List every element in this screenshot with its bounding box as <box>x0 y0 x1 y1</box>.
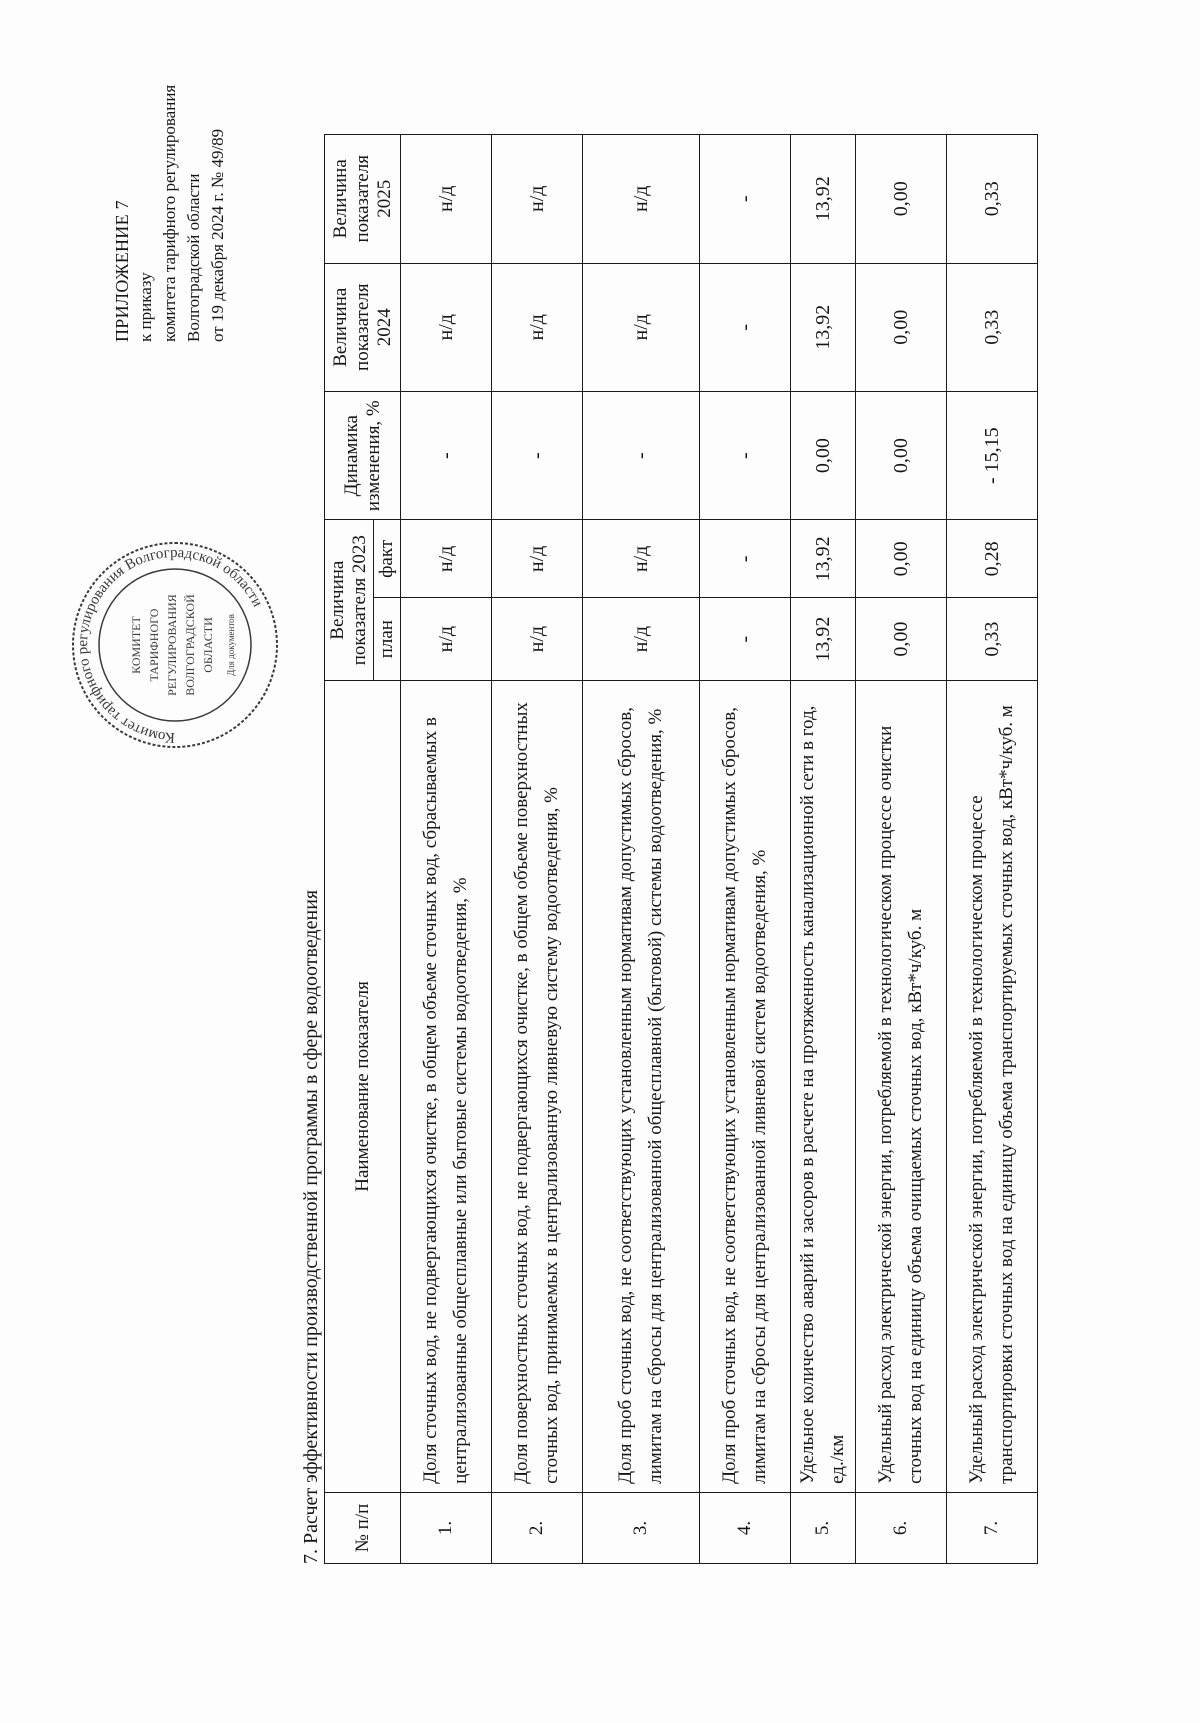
row-name: Доля сточных вод, не подвергающихся очистке, в общем объеме сточных вод, сбрасываемых в централизованные общесплавные или бытовые системы водоотведения, % <box>401 680 492 1492</box>
rotated-sheet <box>0 50 1200 1640</box>
row-num: 1. <box>401 1492 492 1563</box>
row-dynamics: - <box>492 391 583 519</box>
row-num: 3. <box>583 1492 700 1563</box>
row-plan: н/д <box>583 598 700 681</box>
row-dynamics: - <box>583 391 700 519</box>
row-dynamics: 0,00 <box>791 391 856 519</box>
seal-center-line-1: КОМИТЕТ <box>129 616 143 674</box>
efficiency-table <box>324 134 1038 1564</box>
row-2025: 13,92 <box>791 135 856 264</box>
seal-graphic <box>68 538 282 752</box>
row-fact: н/д <box>492 520 583 598</box>
table-row <box>700 135 791 1564</box>
row-name: Удельное количество аварий и засоров в расчете на протяженность канализационной сети в год, ед./км <box>791 680 856 1492</box>
row-2024: н/д <box>401 263 492 391</box>
appendix-committee: комитета тарифного регулирования <box>160 84 179 342</box>
table-row <box>791 135 856 1564</box>
row-fact: - <box>700 520 791 598</box>
appendix-date-number: от 19 декабря 2024 г. № 49/89 <box>208 128 227 342</box>
seal-center-line-2: ТАРИФНОГО <box>147 608 161 682</box>
row-fact: н/д <box>401 520 492 598</box>
row-plan: н/д <box>492 598 583 681</box>
row-2025: н/д <box>492 135 583 264</box>
row-num: 4. <box>700 1492 791 1563</box>
header-2023: Величина показателя 2023 <box>325 520 374 681</box>
row-2025: н/д <box>401 135 492 264</box>
row-num: 5. <box>791 1492 856 1563</box>
table-caption: 7. Расчет эффективности производственной программы в сфере водоотведения <box>300 889 322 1564</box>
row-num: 2. <box>492 1492 583 1563</box>
appendix-title: ПРИЛОЖЕНИЕ 7 <box>112 200 132 342</box>
row-fact: н/д <box>583 520 700 598</box>
header-num: № п/п <box>325 1492 401 1563</box>
efficiency-table-container <box>324 134 1038 1564</box>
row-plan: н/д <box>401 598 492 681</box>
row-name: Удельный расход электрической энергии, потребляемой в технологическом процессе очистки сточных вод на единицу объема очищаемых сточных вод, кВт*ч/куб. м <box>856 680 947 1492</box>
table-row <box>583 135 700 1564</box>
row-2025: 0,33 <box>947 135 1038 264</box>
row-plan: 0,00 <box>856 598 947 681</box>
table-row <box>856 135 947 1564</box>
row-2024: - <box>700 263 791 391</box>
row-2025: - <box>700 135 791 264</box>
row-2025: н/д <box>583 135 700 264</box>
header-2024: Величина показателя 2024 <box>325 263 401 391</box>
seal-ring-text: Комитет тарифного регулирования Волгоградской области <box>74 544 266 746</box>
appendix-header <box>110 40 230 460</box>
header-name: Наименование показателя <box>325 680 401 1492</box>
row-name: Доля проб сточных вод, не соответствующих установленным нормативам допустимых сбросов, лимитам на сбросы для централизованной ливневой систем водоотведения, % <box>700 680 791 1492</box>
seal-center-line-4: ВОЛГОГРАДСКОЙ <box>183 594 197 696</box>
row-plan: 13,92 <box>791 598 856 681</box>
table-row <box>492 135 583 1564</box>
row-plan: - <box>700 598 791 681</box>
row-name: Удельный расход электрической энергии, потребляемой в технологическом процессе транспортировки сточных вод на единицу объема транспортируемых сточных вод, кВт*ч/куб. м <box>947 680 1038 1492</box>
row-fact: 0,00 <box>856 520 947 598</box>
header-dynamics: Динамика изменения, % <box>325 391 401 519</box>
row-dynamics: 0,00 <box>856 391 947 519</box>
row-2024: 0,33 <box>947 263 1038 391</box>
table-row <box>947 135 1038 1564</box>
row-plan: 0,33 <box>947 598 1038 681</box>
row-2024: н/д <box>583 263 700 391</box>
seal-bottom-text: Для документов <box>226 614 236 676</box>
row-name: Доля проб сточных вод, не соответствующих установленным нормативам допустимых сбросов, лимитам на сбросы для централизованной общесплавной (бытовой) системы водоотведения, % <box>583 680 700 1492</box>
row-dynamics: - 15,15 <box>947 391 1038 519</box>
seal-center-line-5: ОБЛАСТИ <box>201 617 215 673</box>
row-num: 6. <box>856 1492 947 1563</box>
official-seal <box>68 538 282 752</box>
seal-center-line-3: РЕГУЛИРОВАНИЯ <box>165 594 179 696</box>
row-name: Доля поверхностных сточных вод, не подвергающихся очистке, в общем объеме поверхностных сточных вод, принимаемых в централизованную ливневую систему водоотведения, % <box>492 680 583 1492</box>
row-dynamics: - <box>401 391 492 519</box>
header-2025: Величина показателя 2025 <box>325 135 401 264</box>
row-fact: 0,28 <box>947 520 1038 598</box>
appendix-region: Волгоградской области <box>184 173 203 342</box>
row-2024: 0,00 <box>856 263 947 391</box>
row-2024: 13,92 <box>791 263 856 391</box>
row-2024: н/д <box>492 263 583 391</box>
table-row <box>401 135 492 1564</box>
row-fact: 13,92 <box>791 520 856 598</box>
header-plan: план <box>374 598 401 681</box>
appendix-order-ref: к приказу <box>136 272 155 342</box>
row-2025: 0,00 <box>856 135 947 264</box>
row-dynamics: - <box>700 391 791 519</box>
header-fact: факт <box>374 520 401 598</box>
row-num: 7. <box>947 1492 1038 1563</box>
